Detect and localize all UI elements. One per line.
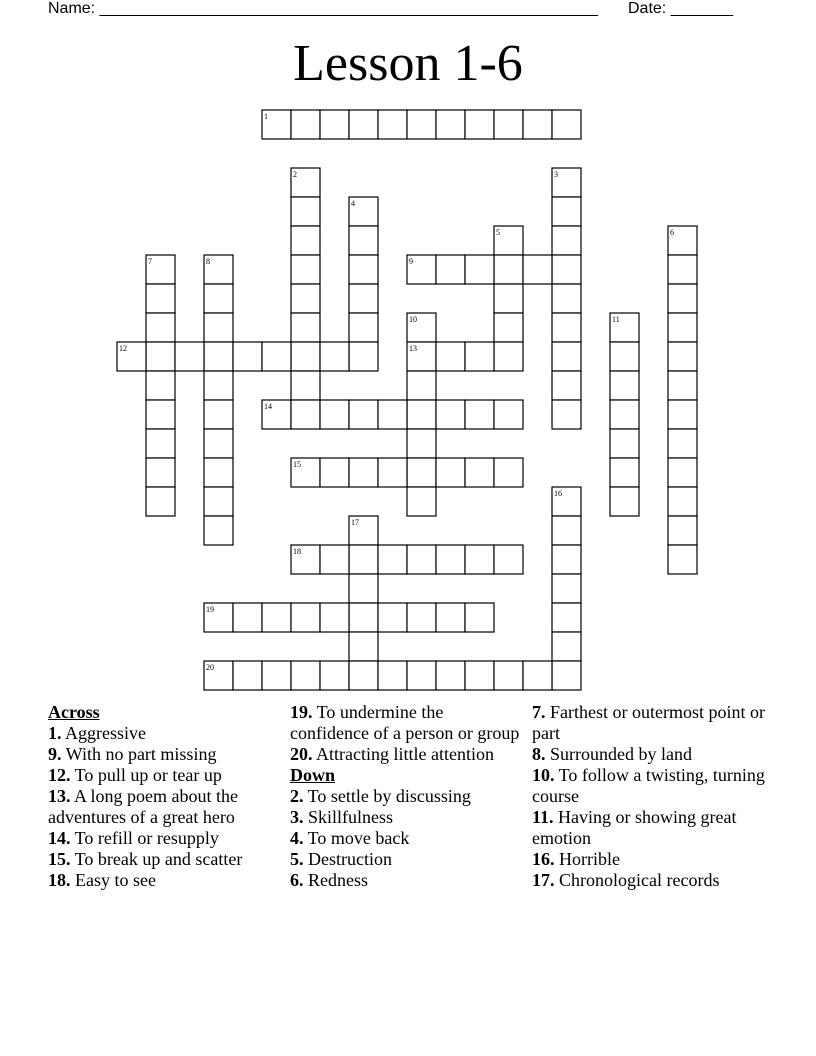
crossword-cell[interactable] bbox=[407, 400, 436, 429]
clue-number-label: 7. bbox=[532, 702, 546, 722]
clue-text: To follow a twisting, turning course bbox=[532, 765, 765, 806]
crossword-cell[interactable] bbox=[494, 545, 523, 574]
crossword-cell[interactable] bbox=[668, 371, 697, 400]
clue-number-label: 11. bbox=[532, 807, 554, 827]
down-clue bbox=[532, 849, 772, 870]
down-clue bbox=[290, 849, 522, 870]
clue-text: To settle by discussing bbox=[303, 786, 471, 806]
crossword-cell[interactable] bbox=[146, 429, 175, 458]
clue-text: Attracting little attention bbox=[312, 744, 494, 764]
clue-text: A long poem about the adventures of a great hero bbox=[48, 786, 238, 827]
crossword-cell[interactable] bbox=[552, 110, 581, 139]
crossword-cell[interactable] bbox=[378, 458, 407, 487]
crossword-cell[interactable] bbox=[668, 255, 697, 284]
crossword-cell[interactable] bbox=[146, 400, 175, 429]
crossword-cell[interactable] bbox=[668, 516, 697, 545]
crossword-cell[interactable] bbox=[146, 313, 175, 342]
crossword-cell[interactable] bbox=[494, 661, 523, 690]
crossword-cell[interactable] bbox=[552, 603, 581, 632]
down-clue bbox=[532, 807, 772, 849]
crossword-cell[interactable] bbox=[204, 516, 233, 545]
crossword-cell[interactable] bbox=[494, 400, 523, 429]
crossword-cell[interactable] bbox=[378, 110, 407, 139]
crossword-cell[interactable] bbox=[465, 661, 494, 690]
across-clue bbox=[48, 786, 278, 828]
across-clue bbox=[290, 702, 522, 744]
crossword-cell[interactable] bbox=[668, 400, 697, 429]
crossword-cell[interactable] bbox=[668, 487, 697, 516]
crossword-cell[interactable] bbox=[378, 603, 407, 632]
crossword-cell[interactable] bbox=[349, 284, 378, 313]
clue-text: Surrounded by land bbox=[545, 744, 692, 764]
clue-text: With no part missing bbox=[61, 744, 217, 764]
clue-number: 15 bbox=[293, 460, 301, 469]
name-label: Name: ________________________________________________________ bbox=[48, 0, 598, 17]
clue-number: 10 bbox=[409, 315, 417, 324]
across-clue bbox=[48, 765, 278, 786]
crossword-cell[interactable] bbox=[465, 110, 494, 139]
clue-number: 20 bbox=[206, 663, 214, 672]
crossword-cell[interactable] bbox=[378, 400, 407, 429]
crossword-cell[interactable] bbox=[552, 342, 581, 371]
crossword-cell[interactable] bbox=[146, 342, 175, 371]
crossword-cell[interactable] bbox=[262, 661, 291, 690]
clue-text: To move back bbox=[303, 828, 410, 848]
clue-number: 8 bbox=[206, 257, 210, 266]
crossword-cell[interactable] bbox=[668, 458, 697, 487]
crossword-cell[interactable] bbox=[175, 342, 204, 371]
clue-number-label: 16. bbox=[532, 849, 555, 869]
across-clue bbox=[48, 849, 278, 870]
clue-text: Having or showing great emotion bbox=[532, 807, 737, 848]
crossword-cell[interactable] bbox=[610, 371, 639, 400]
crossword-cell[interactable] bbox=[552, 400, 581, 429]
crossword-cell[interactable] bbox=[291, 110, 320, 139]
clue-number: 9 bbox=[409, 257, 413, 266]
crossword-cell[interactable] bbox=[204, 487, 233, 516]
crossword-cell[interactable] bbox=[523, 110, 552, 139]
clue-text: To refill or resupply bbox=[70, 828, 219, 848]
crossword-cell[interactable] bbox=[320, 342, 349, 371]
across-clue bbox=[48, 723, 278, 744]
crossword-cell[interactable] bbox=[233, 603, 262, 632]
down-clue bbox=[532, 765, 772, 807]
crossword-cell[interactable] bbox=[291, 400, 320, 429]
clue-text: Aggressive bbox=[61, 723, 146, 743]
crossword-cell[interactable] bbox=[552, 197, 581, 226]
crossword-cell[interactable] bbox=[552, 661, 581, 690]
down-clue bbox=[290, 870, 522, 891]
crossword-cell[interactable] bbox=[407, 458, 436, 487]
clue-number-label: 15. bbox=[48, 849, 71, 869]
clue-number-label: 1. bbox=[48, 723, 62, 743]
crossword-cell[interactable] bbox=[204, 313, 233, 342]
crossword-cell[interactable] bbox=[610, 429, 639, 458]
across-clue bbox=[48, 744, 278, 765]
crossword-cell[interactable] bbox=[233, 342, 262, 371]
crossword-cell[interactable] bbox=[349, 110, 378, 139]
clue-number-label: 8. bbox=[532, 744, 546, 764]
crossword-cell[interactable] bbox=[436, 342, 465, 371]
clue-number: 2 bbox=[293, 170, 297, 179]
clue-text: Skillfulness bbox=[303, 807, 394, 827]
crossword-cell[interactable] bbox=[436, 661, 465, 690]
clue-number: 1 bbox=[264, 112, 268, 121]
down-clue bbox=[290, 807, 522, 828]
clues-column-2 bbox=[290, 702, 522, 891]
clue-number-label: 14. bbox=[48, 828, 71, 848]
crossword-cell[interactable] bbox=[436, 545, 465, 574]
crossword-cell[interactable] bbox=[552, 226, 581, 255]
clue-text: Redness bbox=[303, 870, 368, 890]
crossword-cell[interactable] bbox=[291, 284, 320, 313]
crossword-cell[interactable] bbox=[494, 255, 523, 284]
clue-number: 11 bbox=[612, 315, 620, 324]
crossword-cell[interactable] bbox=[552, 574, 581, 603]
crossword-cell[interactable] bbox=[349, 458, 378, 487]
crossword-cell[interactable] bbox=[378, 661, 407, 690]
crossword-cell[interactable] bbox=[668, 284, 697, 313]
crossword-cell[interactable] bbox=[349, 313, 378, 342]
crossword-cell[interactable] bbox=[552, 371, 581, 400]
crossword-cell[interactable] bbox=[610, 487, 639, 516]
crossword-cell[interactable] bbox=[320, 458, 349, 487]
crossword-cell[interactable] bbox=[407, 487, 436, 516]
crossword-cell[interactable] bbox=[349, 661, 378, 690]
clue-text: Chronological records bbox=[554, 870, 720, 890]
crossword-cell[interactable] bbox=[668, 545, 697, 574]
clue-text: To pull up or tear up bbox=[70, 765, 222, 785]
crossword-cell[interactable] bbox=[465, 255, 494, 284]
crossword-cell[interactable] bbox=[494, 284, 523, 313]
clue-number: 19 bbox=[206, 605, 214, 614]
clue-number: 3 bbox=[554, 170, 558, 179]
crossword-cell[interactable] bbox=[291, 661, 320, 690]
crossword-cell[interactable] bbox=[349, 574, 378, 603]
down-clue bbox=[290, 828, 522, 849]
clue-number: 16 bbox=[554, 489, 562, 498]
crossword-cell[interactable] bbox=[465, 400, 494, 429]
crossword-cell[interactable] bbox=[523, 661, 552, 690]
clue-number-label: 18. bbox=[48, 870, 71, 890]
clue-number: 18 bbox=[293, 547, 301, 556]
crossword-cell[interactable] bbox=[552, 284, 581, 313]
crossword-cell[interactable] bbox=[320, 545, 349, 574]
crossword-cell[interactable] bbox=[465, 545, 494, 574]
crossword-cell[interactable] bbox=[320, 661, 349, 690]
clue-number: 4 bbox=[351, 199, 355, 208]
crossword-cell[interactable] bbox=[146, 487, 175, 516]
crossword-cell[interactable] bbox=[668, 342, 697, 371]
clue-number-label: 17. bbox=[532, 870, 555, 890]
crossword-cell[interactable] bbox=[349, 226, 378, 255]
crossword-cell[interactable] bbox=[610, 458, 639, 487]
down-heading: Down bbox=[290, 765, 336, 785]
clue-number-label: 20. bbox=[290, 744, 313, 764]
crossword-cell[interactable] bbox=[349, 342, 378, 371]
crossword-cell[interactable] bbox=[291, 226, 320, 255]
down-clue bbox=[532, 744, 772, 765]
clue-number-label: 13. bbox=[48, 786, 71, 806]
crossword-cell[interactable] bbox=[349, 632, 378, 661]
crossword-cell[interactable] bbox=[436, 603, 465, 632]
crossword-cell[interactable] bbox=[204, 342, 233, 371]
crossword-cell[interactable] bbox=[407, 545, 436, 574]
across-clue bbox=[48, 870, 278, 891]
clue-number: 6 bbox=[670, 228, 674, 237]
crossword-cell[interactable] bbox=[494, 110, 523, 139]
crossword-cell[interactable] bbox=[610, 342, 639, 371]
crossword-cell[interactable] bbox=[291, 313, 320, 342]
clue-text: To undermine the confidence of a person or group bbox=[290, 702, 520, 743]
clue-number: 17 bbox=[351, 518, 359, 527]
crossword-cell[interactable] bbox=[523, 255, 552, 284]
down-clue bbox=[532, 870, 772, 891]
crossword-cell[interactable] bbox=[204, 429, 233, 458]
crossword-cell[interactable] bbox=[204, 458, 233, 487]
crossword-cell[interactable] bbox=[436, 110, 465, 139]
crossword-cell[interactable] bbox=[465, 458, 494, 487]
clue-number: 12 bbox=[119, 344, 127, 353]
clue-number-label: 3. bbox=[290, 807, 304, 827]
crossword-cell[interactable] bbox=[262, 603, 291, 632]
crossword-cell[interactable] bbox=[204, 371, 233, 400]
crossword-cell[interactable] bbox=[610, 400, 639, 429]
crossword-cell[interactable] bbox=[552, 516, 581, 545]
across-clue bbox=[48, 828, 278, 849]
crossword-cell[interactable] bbox=[378, 545, 407, 574]
crossword-cell[interactable] bbox=[262, 342, 291, 371]
crossword-cell[interactable] bbox=[552, 632, 581, 661]
clue-number-label: 4. bbox=[290, 828, 304, 848]
crossword-cell[interactable] bbox=[407, 661, 436, 690]
crossword-cell[interactable] bbox=[494, 458, 523, 487]
crossword-cell[interactable] bbox=[320, 400, 349, 429]
date-label: Date: _______ bbox=[628, 0, 733, 17]
page-title: Lesson 1-6 bbox=[293, 35, 523, 92]
crossword-cell[interactable] bbox=[436, 255, 465, 284]
clue-number-label: 9. bbox=[48, 744, 62, 764]
crossword-cell[interactable] bbox=[494, 313, 523, 342]
crossword-cell[interactable] bbox=[291, 197, 320, 226]
crossword-cell[interactable] bbox=[465, 342, 494, 371]
crossword-cell[interactable] bbox=[494, 342, 523, 371]
crossword-cell[interactable] bbox=[204, 284, 233, 313]
across-clue bbox=[290, 744, 522, 765]
clue-number: 7 bbox=[148, 257, 152, 266]
clue-number-label: 19. bbox=[290, 702, 313, 722]
clue-text: Horrible bbox=[554, 849, 620, 869]
down-clue bbox=[532, 702, 772, 744]
clue-text: To break up and scatter bbox=[70, 849, 243, 869]
crossword-cell[interactable] bbox=[436, 400, 465, 429]
crossword-cell[interactable] bbox=[146, 284, 175, 313]
clue-number-label: 12. bbox=[48, 765, 71, 785]
clue-text: Farthest or outermost point or part bbox=[532, 702, 765, 743]
clue-number: 13 bbox=[409, 344, 417, 353]
clue-number-label: 6. bbox=[290, 870, 304, 890]
clues-column-1 bbox=[48, 702, 278, 891]
crossword-cell[interactable] bbox=[668, 429, 697, 458]
crossword-cell[interactable] bbox=[407, 429, 436, 458]
clue-text: Destruction bbox=[303, 849, 392, 869]
crossword-cell[interactable] bbox=[552, 313, 581, 342]
clues-column-3 bbox=[532, 702, 772, 891]
across-heading: Across bbox=[48, 702, 100, 722]
crossword-cell[interactable] bbox=[407, 603, 436, 632]
crossword-cell[interactable] bbox=[320, 110, 349, 139]
clue-number-label: 2. bbox=[290, 786, 304, 806]
crossword-cell[interactable] bbox=[146, 458, 175, 487]
crossword-cell[interactable] bbox=[146, 371, 175, 400]
clue-number-label: 10. bbox=[532, 765, 555, 785]
crossword-cell[interactable] bbox=[233, 661, 262, 690]
crossword-cell[interactable] bbox=[349, 545, 378, 574]
crossword-cell[interactable] bbox=[349, 255, 378, 284]
crossword-cell[interactable] bbox=[291, 371, 320, 400]
crossword-cell[interactable] bbox=[349, 603, 378, 632]
crossword-cell[interactable] bbox=[668, 313, 697, 342]
crossword-cell[interactable] bbox=[320, 603, 349, 632]
crossword-cell[interactable] bbox=[291, 603, 320, 632]
crossword-cell[interactable] bbox=[291, 342, 320, 371]
clue-number: 5 bbox=[496, 228, 500, 237]
crossword-cell[interactable] bbox=[465, 603, 494, 632]
crossword-cell[interactable] bbox=[552, 255, 581, 284]
crossword-cell[interactable] bbox=[291, 255, 320, 284]
crossword-cell[interactable] bbox=[436, 458, 465, 487]
clue-text: Easy to see bbox=[70, 870, 156, 890]
crossword-cell[interactable] bbox=[349, 400, 378, 429]
clue-number: 14 bbox=[264, 402, 272, 411]
crossword-cell[interactable] bbox=[407, 110, 436, 139]
clue-number-label: 5. bbox=[290, 849, 304, 869]
down-clue bbox=[290, 786, 522, 807]
crossword-cell[interactable] bbox=[552, 545, 581, 574]
crossword-cell[interactable] bbox=[407, 371, 436, 400]
crossword-cell[interactable] bbox=[204, 400, 233, 429]
